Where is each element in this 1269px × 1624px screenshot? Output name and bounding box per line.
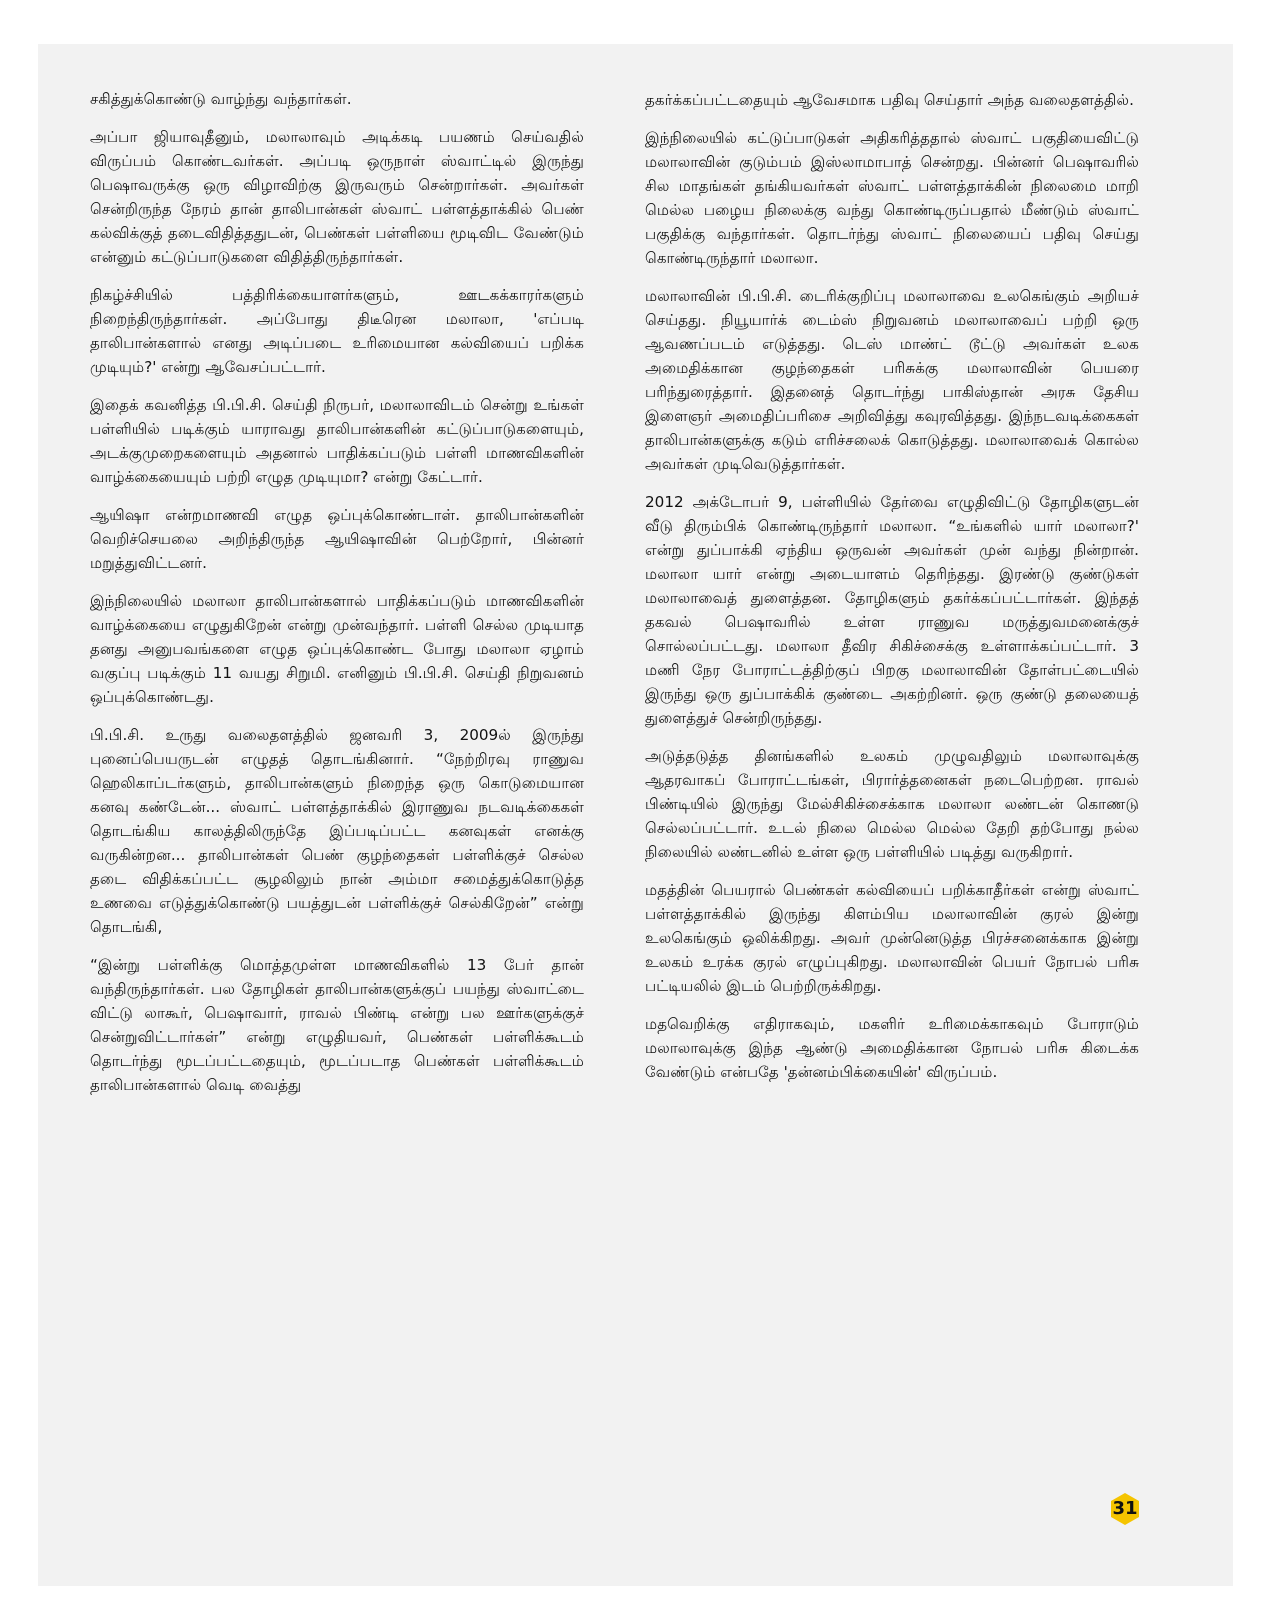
- paragraph: “இன்று பள்ளிக்கு மொத்தமுள்ள மாணவிகளில் 13 பேர் தான் வந்திருந்தார்கள். பல தோழிகள் தாலிபான்களுக்குப் பயந்து ஸ்வாட்டை விட்டு லாகூர், பெஷாவார், ராவல் பிண்டி என்று பல ஊர்களுக்குச் சென்றுவிட்டார்கள்” என்று எழுதியவர், பெண்கள் பள்ளிக்கூடம் தொடர்ந்து மூடப்பட்டதையும், மூடப்படாத பெண்கள் பள்ளிக்கூடம் தாலிபான்களால் வெடி வைத்து: [90, 956, 584, 1094]
- paragraph: இந்நிலையில் மலாலா தாலிபான்களால் பாதிக்கப்படும் மாணவிகளின் வாழ்க்கையை எழுதுகிறேன் என்று முன்வந்தார். பள்ளி செல்ல முடியாத தனது அனுபவங்களை எழுத ஒப்புக்கொண்ட போது மலாலா ஏழாம் வகுப்பு படிக்கும் 11 வயது சிறுமி. எனினும் பி.பி.சி. செய்தி நிறுவனம் ஒப்புக்கொண்டது.: [90, 592, 584, 706]
- paragraph: அடுத்தடுத்த தினங்களில் உலகம் முழுவதிலும் மலாலாவுக்கு ஆதரவாகப் போராட்டங்கள், பிரார்த்தனைகள் நடைபெற்றன. ராவல் பிண்டியில் இருந்து மேல்சிகிச்சைக்காக மலாலா லண்டன் கொணடு செல்லப்பட்டார். உடல் நிலை மெல்ல மெல்ல தேறி தற்போது நல்ல நிலையில் லண்டனில் உள்ள ஒரு பள்ளியில் படித்து வருகிறார்.: [645, 747, 1139, 861]
- article-right-column: [645, 88, 1139, 1098]
- paragraph: இதைக் கவனித்த பி.பி.சி. செய்தி நிருபர், மலாலாவிடம் சென்று உங்கள் பள்ளியில் படிக்கும் யாராவது தாலிபான்களின் கட்டுப்பாடுகளையும், அடக்குமுறைகளையும் அதனால் பாதிக்கப்படும் பள்ளி மாணவிகளின் வாழ்க்கையையும் பற்றி எழுத முடியுமா? என்று கேட்டார்.: [90, 396, 584, 486]
- page-number-badge: [1108, 1492, 1142, 1526]
- paragraph: பி.பி.சி. உருது வலைதளத்தில் ஜனவரி 3, 2009ல் இருந்து புனைப்பெயருடன் எழுதத் தொடங்கினார். “நேற்றிரவு ராணுவ ஹெலிகாப்டர்களும், தாலிபான்களும் நிறைந்த ஒரு கொடுமையான கனவு கண்டேன்... ஸ்வாட் பள்ளத்தாக்கில் இராணுவ நடவடிக்கைகள் தொடங்கிய காலத்திலிருந்தே இப்படிப்பட்ட கனவுகள் எனக்கு வருகின்றன... தாலிபான்கள் பெண் குழந்தைகள் பள்ளிக்குச் செல்ல தடை விதிக்கப்பட்ட சூழலிலும் நான் அம்மா சமைத்துக்கொடுத்த உணவை எடுத்துக்கொண்டு பயத்துடன் பள்ளிக்குச் செல்கிறேன்” என்று தொடங்கி,: [90, 726, 584, 936]
- paragraph: ஆயிஷா என்றமாணவி எழுத ஒப்புக்கொண்டாள். தாலிபான்களின் வெறிச்செயலை அறிந்திருந்த ஆயிஷாவின் பெற்றோர், பின்னர் மறுத்துவிட்டனர்.: [90, 506, 584, 572]
- paragraph: மதவெறிக்கு எதிராகவும், மகளிர் உரிமைக்காகவும் போராடும் மலாலாவுக்கு இந்த ஆண்டு அமைதிக்கான நோபல் பரிசு கிடைக்க வேண்டும் என்பதே 'தன்னம்பிக்கையின்' விருப்பம்.: [645, 1015, 1139, 1081]
- paragraph: மதத்தின் பெயரால் பெண்கள் கல்வியைப் பறிக்காதீர்கள் என்று ஸ்வாட் பள்ளத்தாக்கில் இருந்து கிளம்பிய மலாலாவின் குரல் இன்று உலகெங்கும் ஒலிக்கிறது. அவர் முன்னெடுத்த பிரச்சனைக்காக இன்று உலகம் உரக்க குரல் எழுப்புகிறது. மலாலாவின் பெயர் நோபல் பரிசு பட்டியலில் இடம் பெற்றிருக்கிறது.: [645, 881, 1139, 995]
- paragraph: மலாலாவின் பி.பி.சி. டைரிக்குறிப்பு மலாலாவை உலகெங்கும் அறியச் செய்தது. நியூயார்க் டைம்ஸ் நிறுவனம் மலாலாவைப் பற்றி ஒரு ஆவணப்படம் எடுத்தது. டெஸ் மாண்ட் டூட்டு அவர்கள் உலக அமைதிக்கான குழந்தைகள் பரிசுக்கு மலாலாவின் பெயரை பரிந்துரைத்தார். இதனைத் தொடர்ந்து பாகிஸ்தான் அரசு தேசிய இளைஞர் அமைதிப்பரிசை அறிவித்து கவுரவித்தது. இந்நடவடிக்கைகள் தாலிபான்களுக்கு கடும் எரிச்சலைக் கொடுத்தது. மலாலாவைக் கொல்ல அவர்கள் முடிவெடுத்தார்கள்.: [645, 287, 1139, 473]
- paragraph: சகித்துக்கொண்டு வாழ்ந்து வந்தார்கள்.: [90, 90, 352, 108]
- paragraph: நிகழ்ச்சியில் பத்திரிக்கையாளர்களும், ஊடகக்காரர்களும் நிறைந்திருந்தார்கள். அப்போது திடீரென மலாலா, 'எப்படி தாலிபான்களால் எனது அடிப்படை உரிமையான கல்வியைப் பறிக்க முடியும்?' என்று ஆவேசப்பட்டார்.: [90, 286, 584, 376]
- paragraph: 2012 அக்டோபர் 9, பள்ளியில் தேர்வை எழுதிவிட்டு தோழிகளுடன் வீடு திரும்பிக் கொண்டிருந்தார் மலாலா. “உங்களில் யார் மலாலா?' என்று துப்பாக்கி ஏந்திய ஒருவன் அவர்கள் முன் வந்து நின்றான். மலாலா யார் என்று அடையாளம் தெரிந்தது. இரண்டு குண்டுகள் மலாலாவைத் துளைத்தன. தோழிகளும் தகர்க்கப்பட்டார்கள். இந்தத் தகவல் பெஷாவரில் உள்ள ராணுவ மருத்துவமனைக்குச் சொல்லப்பட்டது. மலாலா தீவிர சிகிச்சைக்கு உள்ளாக்கப்பட்டார். 3 மணி நேர போராட்டத்திற்குப் பிறகு மலாலாவின் தோள்பட்டையில் இருந்து ஒரு துப்பாக்கிக் குண்டை அகற்றினர். ஒரு குண்டு தலையைத் துளைத்துச் சென்றிருந்தது.: [645, 493, 1139, 727]
- paragraph: இந்நிலையில் கட்டுப்பாடுகள் அதிகரித்ததால் ஸ்வாட் பகுதியைவிட்டு மலாலாவின் குடும்பம் இஸ்லாமாபாத் சென்றது. பின்னர் பெஷாவரில் சில மாதங்கள் தங்கியவர்கள் ஸ்வாட் பள்ளத்தாக்கின் நிலைமை மாறி மெல்ல பழைய நிலைக்கு வந்து கொண்டிருப்பதால் மீண்டும் ஸ்வாட் பகுதிக்கு வந்தார்கள். தொடர்ந்து ஸ்வாட் நிலையைப் பதிவு செய்து கொண்டிருந்தார் மலாலா.: [645, 129, 1139, 267]
- article-left-column: [90, 87, 584, 1111]
- page-number: 31: [1112, 1498, 1138, 1519]
- paragraph: அப்பா ஜியாவுதீனும், மலாலாவும் அடிக்கடி பயணம் செய்வதில் விருப்பம் கொண்டவர்கள். அப்படி ஒருநாள் ஸ்வாட்டில் இருந்து பெஷாவருக்கு ஒரு விழாவிற்கு இருவரும் சென்றார்கள். அவர்கள் சென்றிருந்த நேரம் தான் தாலிபான்கள் ஸ்வாட் பள்ளத்தாக்கில் பெண் கல்விக்குத் தடைவிதித்ததுடன், பெண்கள் பள்ளியை மூடிவிட வேண்டும் என்னும் கட்டுப்பாடுகளை விதித்திருந்தார்கள்.: [90, 128, 584, 266]
- paragraph: தகர்க்கப்பட்டதையும் ஆவேசமாக பதிவு செய்தார் அந்த வலைதளத்தில்.: [645, 91, 1134, 109]
